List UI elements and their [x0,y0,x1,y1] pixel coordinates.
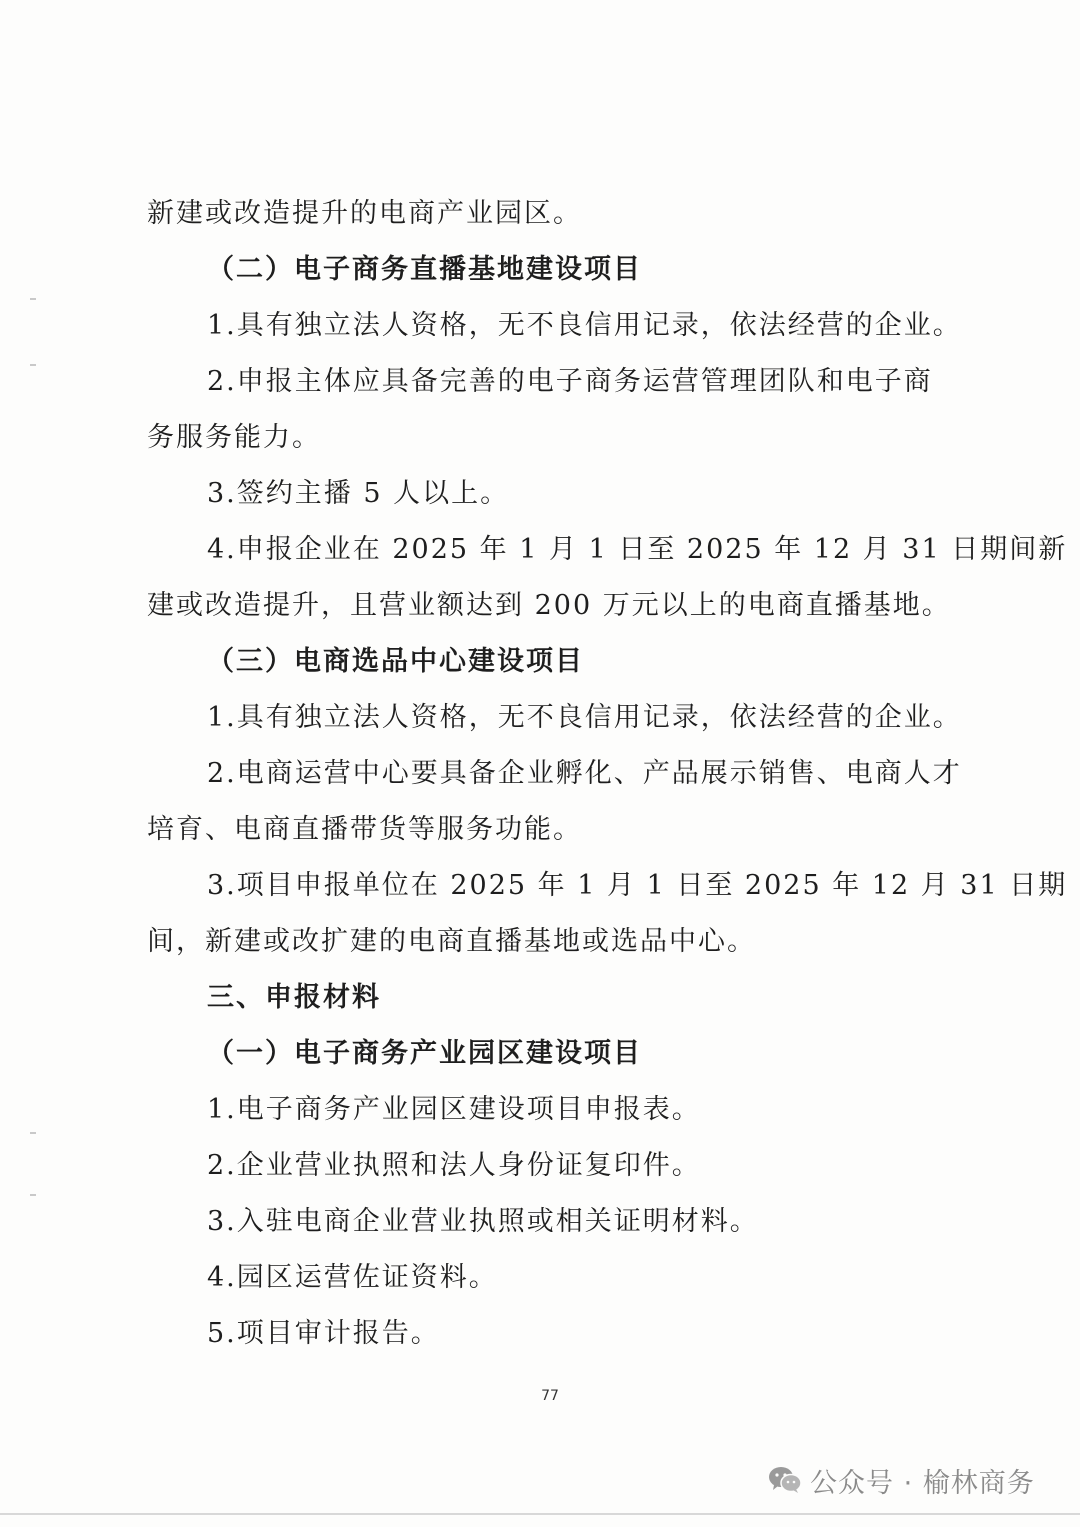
list-item: 5.项目审计报告。 [207,1318,440,1349]
chapter-heading: 三、申报材料 [207,982,381,1013]
scan-speck [30,298,36,300]
section-heading-3: （三）电商选品中心建设项目 [207,646,584,677]
page-number: 77 [541,1388,559,1404]
section-heading-2: （二）电子商务直播基地建设项目 [207,254,642,285]
scan-speck [30,1194,36,1196]
paragraph-continuation: 新建或改造提升的电商产业园区。 [147,198,582,229]
section-heading-1: （一）电子商务产业园区建设项目 [207,1038,642,1069]
scan-edge [0,1513,1080,1515]
list-item-continuation: 培育、电商直播带货等服务功能。 [147,814,582,845]
wechat-icon [768,1465,802,1495]
list-item: 2.申报主体应具备完善的电子商务运营管理团队和电子商 [207,366,933,397]
watermark [768,1458,1035,1502]
list-item: 2.电商运营中心要具备企业孵化、产品展示销售、电商人才 [207,758,962,789]
list-item: 1.电子商务产业园区建设项目申报表。 [207,1094,701,1125]
watermark-text: 公众号 · 榆林商务 [810,1467,1035,1499]
list-item: 1.具有独立法人资格，无不良信用记录，依法经营的企业。 [207,310,962,341]
list-item: 4.申报企业在 2025 年 1 月 1 日至 2025 年 12 月 31 日期间新 [207,534,1068,565]
scan-speck [30,1132,36,1134]
list-item: 2.企业营业执照和法人身份证复印件。 [207,1150,701,1181]
list-item: 3.入驻电商企业营业执照或相关证明材料。 [207,1206,759,1237]
list-item-continuation: 建或改造提升，且营业额达到 200 万元以上的电商直播基地。 [147,590,951,621]
scan-speck [30,364,36,366]
list-item-continuation: 间，新建或改扩建的电商直播基地或选品中心。 [147,926,756,957]
list-item: 4.园区运营佐证资料。 [207,1262,498,1293]
list-item: 3.签约主播 5 人以上。 [207,478,510,509]
list-item: 1.具有独立法人资格，无不良信用记录，依法经营的企业。 [207,702,962,733]
list-item-continuation: 务服务能力。 [147,422,321,453]
list-item: 3.项目申报单位在 2025 年 1 月 1 日至 2025 年 12 月 31 日期 [207,870,1068,901]
